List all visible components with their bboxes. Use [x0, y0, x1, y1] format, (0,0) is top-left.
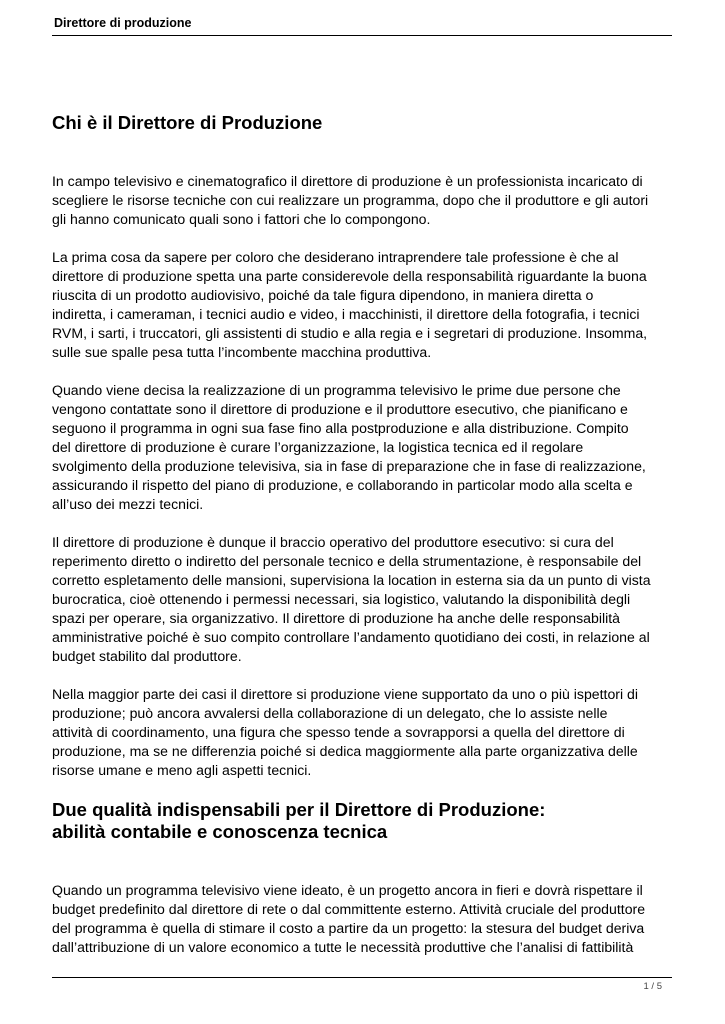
- page-footer: [52, 977, 672, 992]
- paragraph-1: [52, 172, 677, 229]
- text-line: all’uso dei mezzi tecnici.: [52, 496, 204, 512]
- text-line: budget stabilito dal produttore.: [52, 648, 242, 664]
- heading-line: Chi è il Direttore di Produzione: [52, 112, 323, 133]
- text-line: attività di coordinamento, una figura che spesso tende a sovrapporsi a quella del direttore di: [52, 724, 625, 740]
- text-line: La prima cosa da sapere per coloro che desiderano intraprendere tale professione è che al: [52, 249, 619, 265]
- text-line: assicurando il rispetto del piano di produzione, e collaborando in particolar modo alla scelta e: [52, 477, 633, 493]
- paragraph-4: [52, 533, 677, 666]
- section-heading-1: [52, 112, 677, 134]
- text-line: del direttore di produzione è curare l’organizzazione, la logistica tecnica ed il regolare: [52, 439, 584, 455]
- text-line: del programma è quella di stimare il costo a partire da un progetto: la stesura del budget deriva: [52, 920, 645, 936]
- text-line: RVM, i sarti, i truccatori, gli assistenti di studio e alla regia e i segretari di produzione. Insomma,: [52, 325, 648, 341]
- text-line: produzione, ma se ne differenzia poiché si dedica maggiormente alla parte organizzativa delle: [52, 743, 638, 759]
- paragraph-2: [52, 248, 677, 362]
- text-line: direttore di produzione spetta una parte considerevole della responsabilità riguardante la buona: [52, 268, 647, 284]
- text-line: burocratica, cioè ottenendo i permessi necessari, sia logistico, valutando la disponibilità degli: [52, 591, 631, 607]
- text-line: seguono il programma in ogni sua fase fino alla postproduzione e alla distribuzione. Compito: [52, 420, 629, 436]
- text-line: indiretta, i cameraman, i tecnici audio e video, i macchinisti, il direttore della fotografia, i tecnici: [52, 306, 640, 322]
- text-line: produzione; può ancora avvalersi della collaborazione di un delegato, che lo assiste nelle: [52, 705, 608, 721]
- text-line: gli hanno comunicato quali sono i fattori che lo compongono.: [52, 211, 431, 227]
- text-line: corretto espletamento delle mansioni, supervisiona la location in esterna sia da un punto di vista: [52, 572, 651, 588]
- page-header: [52, 15, 672, 36]
- paragraph-6: [52, 881, 677, 957]
- text-line: reperimento diretto o indiretto del personale tecnico e della strumentazione, è responsabile del: [52, 553, 642, 569]
- text-line: Quando un programma televisivo viene ideato, è un progetto ancora in fieri e dovrà rispettare il: [52, 882, 643, 898]
- text-line: svolgimento della produzione televisiva, sia in fase di preparazione che in fase di realizzazione,: [52, 458, 646, 474]
- text-line: dall’attribuzione di un valore economico a tutte le necessità produttive che l’analisi di fattibilità: [52, 939, 634, 955]
- text-line: Quando viene decisa la realizzazione di un programma televisivo le prime due persone che: [52, 382, 621, 398]
- page-number: 1 / 5: [643, 981, 662, 992]
- text-line: amministrative poiché è suo compito controllare l’andamento quotidiano dei costi, in relazione al: [52, 629, 650, 645]
- text-line: riuscita di un prodotto audiovisivo, poiché da tale figura dipendono, in maniera diretta o: [52, 287, 594, 303]
- heading-line: abilità contabile e conoscenza tecnica: [52, 821, 388, 842]
- text-line: In campo televisivo e cinematografico il direttore di produzione è un professionista incaricato di: [52, 173, 643, 189]
- header-title: Direttore di produzione: [54, 16, 192, 30]
- text-line: risorse umane e meno agli aspetti tecnici.: [52, 762, 312, 778]
- text-line: sulle sue spalle pesa tutta l’incombente macchina produttiva.: [52, 344, 432, 360]
- paragraph-3: [52, 381, 677, 514]
- text-line: budget predefinito dal direttore di rete o dal committente esterno. Attività cruciale del produttore: [52, 901, 646, 917]
- document-body: [52, 112, 677, 976]
- heading-line: Due qualità indispensabili per il Direttore di Produzione:: [52, 799, 546, 820]
- text-line: spazi per operare, sia organizzativo. Il direttore di produzione ha anche delle responsabilità: [52, 610, 621, 626]
- text-line: vengono contattate sono il direttore di produzione e il produttore esecutivo, che pianificano e: [52, 401, 628, 417]
- text-line: scegliere le risorse tecniche con cui realizzare un programma, dopo che il produttore e gli autori: [52, 192, 649, 208]
- paragraph-5: [52, 685, 677, 780]
- section-heading-2: [52, 799, 677, 843]
- text-line: Nella maggior parte dei casi il direttore si produzione viene supportato da uno o più ispettori di: [52, 686, 639, 702]
- text-line: Il direttore di produzione è dunque il braccio operativo del produttore esecutivo: si cura del: [52, 534, 614, 550]
